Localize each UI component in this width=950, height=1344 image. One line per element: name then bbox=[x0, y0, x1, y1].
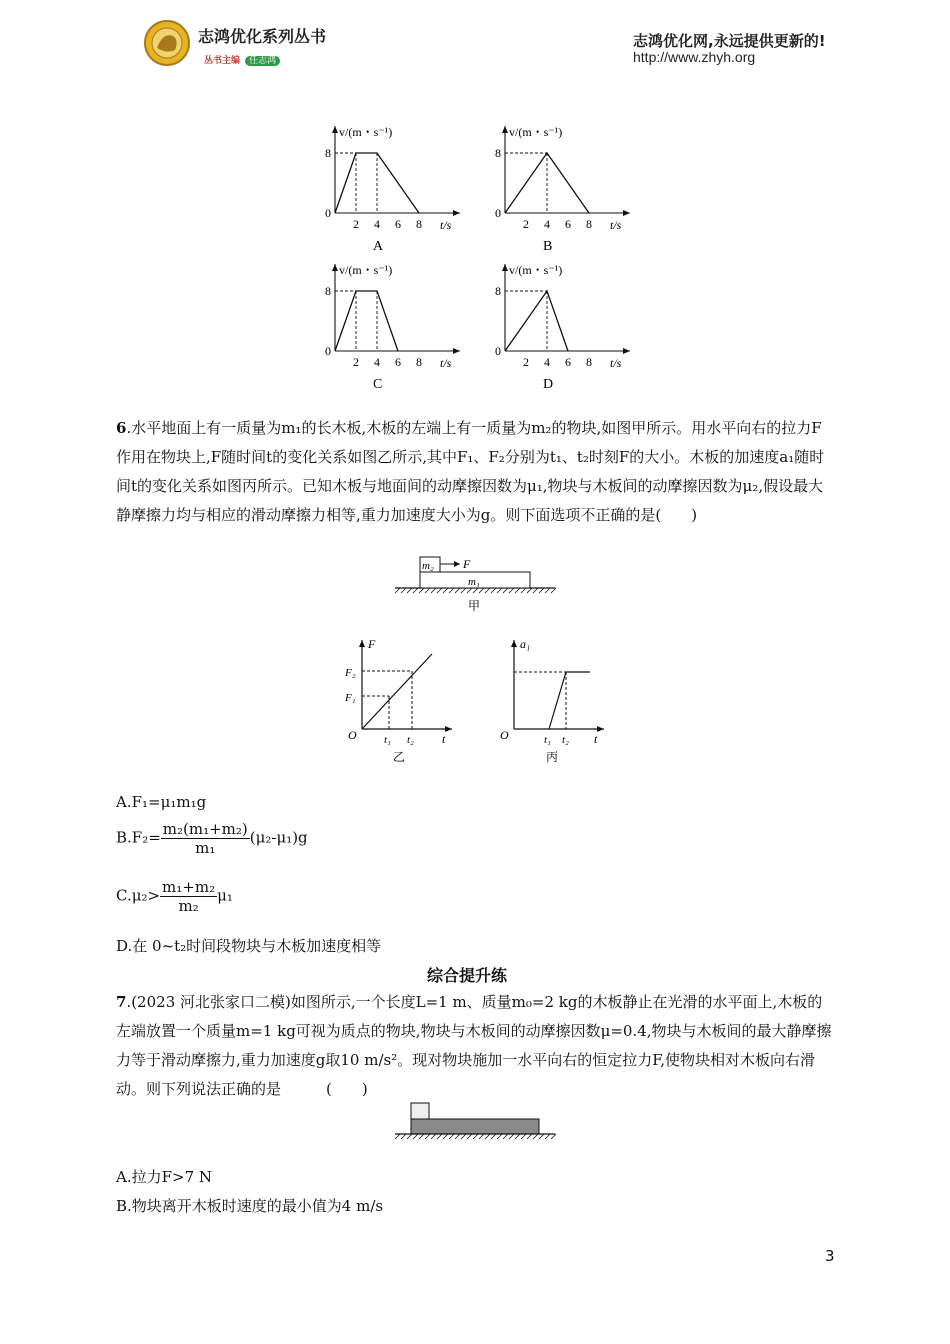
hatch-mark bbox=[437, 588, 442, 593]
hatch-mark bbox=[491, 588, 496, 593]
hatch-mark bbox=[467, 1134, 472, 1139]
hatch-mark bbox=[449, 588, 454, 593]
vt-x-arrow bbox=[453, 210, 460, 216]
hatch-mark bbox=[467, 588, 472, 593]
q6-option-c-suffix: μ₁ bbox=[217, 886, 233, 905]
vt-origin: 0 bbox=[495, 344, 501, 358]
vt-x-tick: 8 bbox=[416, 217, 422, 231]
hatch-mark bbox=[395, 588, 400, 593]
vt-panel-d bbox=[495, 263, 630, 392]
figure-bing bbox=[494, 634, 614, 768]
vt-x-tick: 2 bbox=[353, 217, 359, 231]
q7-option-b[interactable]: B.物块离开木板时速度的最小值为4 m/s bbox=[116, 1197, 384, 1215]
vt-y-axis-label: v/(m・s⁻¹) bbox=[339, 263, 393, 277]
bing-x-tick-t1: t₁ bbox=[544, 734, 551, 746]
hatch-mark bbox=[545, 1134, 550, 1139]
hatch-mark bbox=[431, 588, 436, 593]
hatch-mark bbox=[413, 1134, 418, 1139]
hatch-mark bbox=[509, 588, 514, 593]
vt-x-axis-label: t/s bbox=[440, 356, 452, 370]
vt-x-tick: 2 bbox=[523, 217, 529, 231]
vt-series-line bbox=[505, 291, 568, 351]
hatch-mark bbox=[521, 1134, 526, 1139]
series-title: 志鸿优化系列丛书 bbox=[198, 27, 327, 46]
hatch-mark bbox=[413, 588, 418, 593]
jia-force-label: F bbox=[463, 557, 471, 571]
q6-option-b-denominator: m₁ bbox=[195, 839, 216, 857]
hatch-mark bbox=[473, 588, 478, 593]
header-url[interactable]: http://www.zhyh.org bbox=[633, 49, 756, 65]
vt-x-tick: 4 bbox=[374, 355, 380, 369]
hatch-mark bbox=[395, 1134, 400, 1139]
figure-q7-board bbox=[392, 1100, 558, 1144]
editor-line bbox=[204, 48, 280, 67]
bing-caption: 丙 bbox=[546, 750, 559, 764]
hatch-mark bbox=[461, 588, 466, 593]
hatch-mark bbox=[533, 1134, 538, 1139]
q6-option-b-fraction bbox=[161, 820, 250, 857]
hatch-mark bbox=[419, 1134, 424, 1139]
q6-option-c-numerator: m₁+m₂ bbox=[162, 878, 216, 896]
vt-origin: 0 bbox=[325, 344, 331, 358]
hatch-mark bbox=[509, 1134, 514, 1139]
vt-graph-options bbox=[310, 118, 650, 398]
q6-option-b[interactable] bbox=[116, 820, 308, 857]
vt-y-arrow bbox=[502, 126, 508, 133]
vt-y-tick: 8 bbox=[325, 284, 331, 298]
hatch-mark bbox=[497, 588, 502, 593]
ground-hatching bbox=[395, 1134, 556, 1139]
hatch-mark bbox=[503, 1134, 508, 1139]
vt-series-line bbox=[335, 291, 398, 351]
q6-stem: .水平地面上有一质量为m₁的长木板,木板的左端上有一质量为m₂的物块,如图甲所示。用水平向右的拉力F作用在物块上,F随时间t的变化关系如图乙所示,其中F₁、F₂分别为t₁、t₂时刻F的大小。木板的加速度a₁随时间t的变化关系如图丙所示。已知木板与地面间的动摩擦因数为μ₁,物块与木板间的动摩擦因数为μ₂,假设最大静摩擦力均与相应的滑动摩擦力相等,重力加速度大小为g。则下面选项不正确的是( ) bbox=[116, 419, 825, 524]
q7-option-a[interactable]: A.拉力F>7 N bbox=[116, 1168, 213, 1186]
vt-panel-label: B bbox=[543, 239, 553, 254]
bing-origin: O bbox=[500, 728, 509, 742]
vt-y-arrow bbox=[332, 126, 338, 133]
hatch-mark bbox=[473, 1134, 478, 1139]
q6-option-c-fraction bbox=[160, 878, 217, 915]
vt-y-axis-label: v/(m・s⁻¹) bbox=[509, 125, 563, 139]
question-6 bbox=[116, 414, 836, 530]
hatch-mark bbox=[461, 1134, 466, 1139]
hatch-mark bbox=[539, 588, 544, 593]
hatch-mark bbox=[479, 1134, 484, 1139]
vt-panel-b bbox=[495, 125, 630, 254]
vt-panel-label: A bbox=[373, 239, 384, 254]
jia-caption: 甲 bbox=[468, 599, 481, 613]
hatch-mark bbox=[401, 588, 406, 593]
hatch-mark bbox=[455, 1134, 460, 1139]
yi-y-tick-f2: F₂ bbox=[345, 667, 356, 679]
bing-x-label: t bbox=[594, 732, 598, 746]
ground-hatching bbox=[395, 588, 556, 593]
hatch-mark bbox=[443, 1134, 448, 1139]
hatch-mark bbox=[419, 588, 424, 593]
hatch-mark bbox=[425, 1134, 430, 1139]
yi-x-tick-t2: t₂ bbox=[407, 734, 414, 746]
hatch-mark bbox=[407, 588, 412, 593]
hatch-mark bbox=[551, 1134, 556, 1139]
hatch-mark bbox=[539, 1134, 544, 1139]
bing-x-tick-t2: t₂ bbox=[562, 734, 569, 746]
vt-x-tick: 6 bbox=[395, 217, 401, 231]
hatch-mark bbox=[515, 588, 520, 593]
vt-panel-label: C bbox=[373, 377, 383, 392]
vt-origin: 0 bbox=[325, 206, 331, 220]
hatch-mark bbox=[425, 588, 430, 593]
q6-option-b-prefix: B.F₂= bbox=[116, 828, 161, 847]
yi-origin: O bbox=[348, 728, 357, 742]
hatch-mark bbox=[437, 1134, 442, 1139]
hatch-mark bbox=[497, 1134, 502, 1139]
page-number: 3 bbox=[825, 1247, 835, 1265]
jia-board-label: m₁ bbox=[468, 576, 480, 588]
q6-option-c-prefix: C.μ₂> bbox=[116, 886, 161, 905]
hatch-mark bbox=[449, 1134, 454, 1139]
vt-x-tick: 4 bbox=[544, 355, 550, 369]
vt-x-arrow bbox=[623, 210, 630, 216]
vt-x-axis-label: t/s bbox=[440, 218, 452, 232]
vt-x-tick: 4 bbox=[544, 217, 550, 231]
figure-yi bbox=[340, 634, 460, 768]
yi-x-tick-t1: t₁ bbox=[384, 734, 391, 746]
q6-option-c[interactable] bbox=[116, 878, 233, 915]
yi-caption: 乙 bbox=[393, 750, 406, 764]
vt-x-arrow bbox=[453, 348, 460, 354]
vt-y-tick: 8 bbox=[495, 284, 501, 298]
hatch-mark bbox=[479, 588, 484, 593]
yi-x-label: t bbox=[442, 732, 446, 746]
yi-y-tick-f1: F₁ bbox=[345, 692, 356, 704]
vt-x-axis-label: t/s bbox=[610, 218, 622, 232]
vt-origin: 0 bbox=[495, 206, 501, 220]
vt-x-tick: 6 bbox=[395, 355, 401, 369]
hatch-mark bbox=[443, 588, 448, 593]
vt-y-arrow bbox=[502, 264, 508, 271]
yi-y-label: F bbox=[368, 637, 376, 651]
hatch-mark bbox=[491, 1134, 496, 1139]
vt-x-tick: 8 bbox=[586, 217, 592, 231]
vt-y-tick: 8 bbox=[325, 146, 331, 160]
vt-x-tick: 2 bbox=[353, 355, 359, 369]
vt-panel-label: D bbox=[543, 377, 554, 392]
header-slogan: 志鸿优化网,永远提供更新的! bbox=[633, 32, 826, 50]
vt-x-tick: 2 bbox=[523, 355, 529, 369]
hatch-mark bbox=[533, 588, 538, 593]
hatch-mark bbox=[527, 588, 532, 593]
hatch-mark bbox=[503, 588, 508, 593]
section-title: 综合提升练 bbox=[427, 966, 508, 985]
figure-jia bbox=[390, 552, 560, 616]
hatch-mark bbox=[545, 588, 550, 593]
hatch-mark bbox=[521, 588, 526, 593]
vt-y-tick: 8 bbox=[495, 146, 501, 160]
q6-option-b-numerator: m₂(m₁+m₂) bbox=[162, 820, 248, 838]
vt-x-tick: 6 bbox=[565, 217, 571, 231]
vt-x-tick: 8 bbox=[416, 355, 422, 369]
hatch-mark bbox=[515, 1134, 520, 1139]
q6-option-a[interactable]: A.F₁=μ₁m₁g bbox=[116, 793, 207, 811]
editor-label: 丛书主编 bbox=[204, 56, 241, 66]
vt-panel-a bbox=[325, 125, 460, 254]
hatch-mark bbox=[551, 588, 556, 593]
q7-stem: .(2023 河北张家口二模)如图所示,一个长度L=1 m、质量m₀=2 kg的木板静止在光滑的水平面上,木板的左端放置一个质量m=1 kg可视为质点的物块,物块与木板间的动摩擦因数μ=0.4,物块与木板间的最大静摩擦力等于滑动摩擦力,重力加速度g取10 m/s²。现对物块施加一水平向右的恒定拉力F,使物块相对木板向右滑动。则下列说法正确的是 ( ) bbox=[116, 993, 832, 1098]
editor-name: 任志鸿 bbox=[245, 56, 280, 66]
hatch-mark bbox=[485, 588, 490, 593]
vt-x-arrow bbox=[623, 348, 630, 354]
vt-y-axis-label: v/(m・s⁻¹) bbox=[339, 125, 393, 139]
vt-y-arrow bbox=[332, 264, 338, 271]
vt-x-tick: 4 bbox=[374, 217, 380, 231]
bing-y-label: a₁ bbox=[520, 637, 531, 651]
q6-number: 6 bbox=[116, 419, 127, 437]
hatch-mark bbox=[485, 1134, 490, 1139]
vt-panel-c bbox=[325, 263, 460, 392]
hatch-mark bbox=[401, 1134, 406, 1139]
q6-option-b-suffix: (μ₂-μ₁)g bbox=[249, 828, 308, 847]
vt-x-tick: 6 bbox=[565, 355, 571, 369]
vt-x-tick: 8 bbox=[586, 355, 592, 369]
hatch-mark bbox=[407, 1134, 412, 1139]
publisher-seal-logo bbox=[143, 20, 193, 66]
vt-x-axis-label: t/s bbox=[610, 356, 622, 370]
vt-y-axis-label: v/(m・s⁻¹) bbox=[509, 263, 563, 277]
hatch-mark bbox=[455, 588, 460, 593]
jia-block-label: m₂ bbox=[422, 560, 434, 572]
hatch-mark bbox=[431, 1134, 436, 1139]
hatch-mark bbox=[527, 1134, 532, 1139]
question-7 bbox=[116, 988, 836, 1104]
q6-option-c-denominator: m₂ bbox=[178, 897, 199, 915]
q7-number: 7 bbox=[116, 993, 127, 1011]
q6-option-d[interactable]: D.在 0~t₂时间段物块与木板加速度相等 bbox=[116, 937, 382, 955]
